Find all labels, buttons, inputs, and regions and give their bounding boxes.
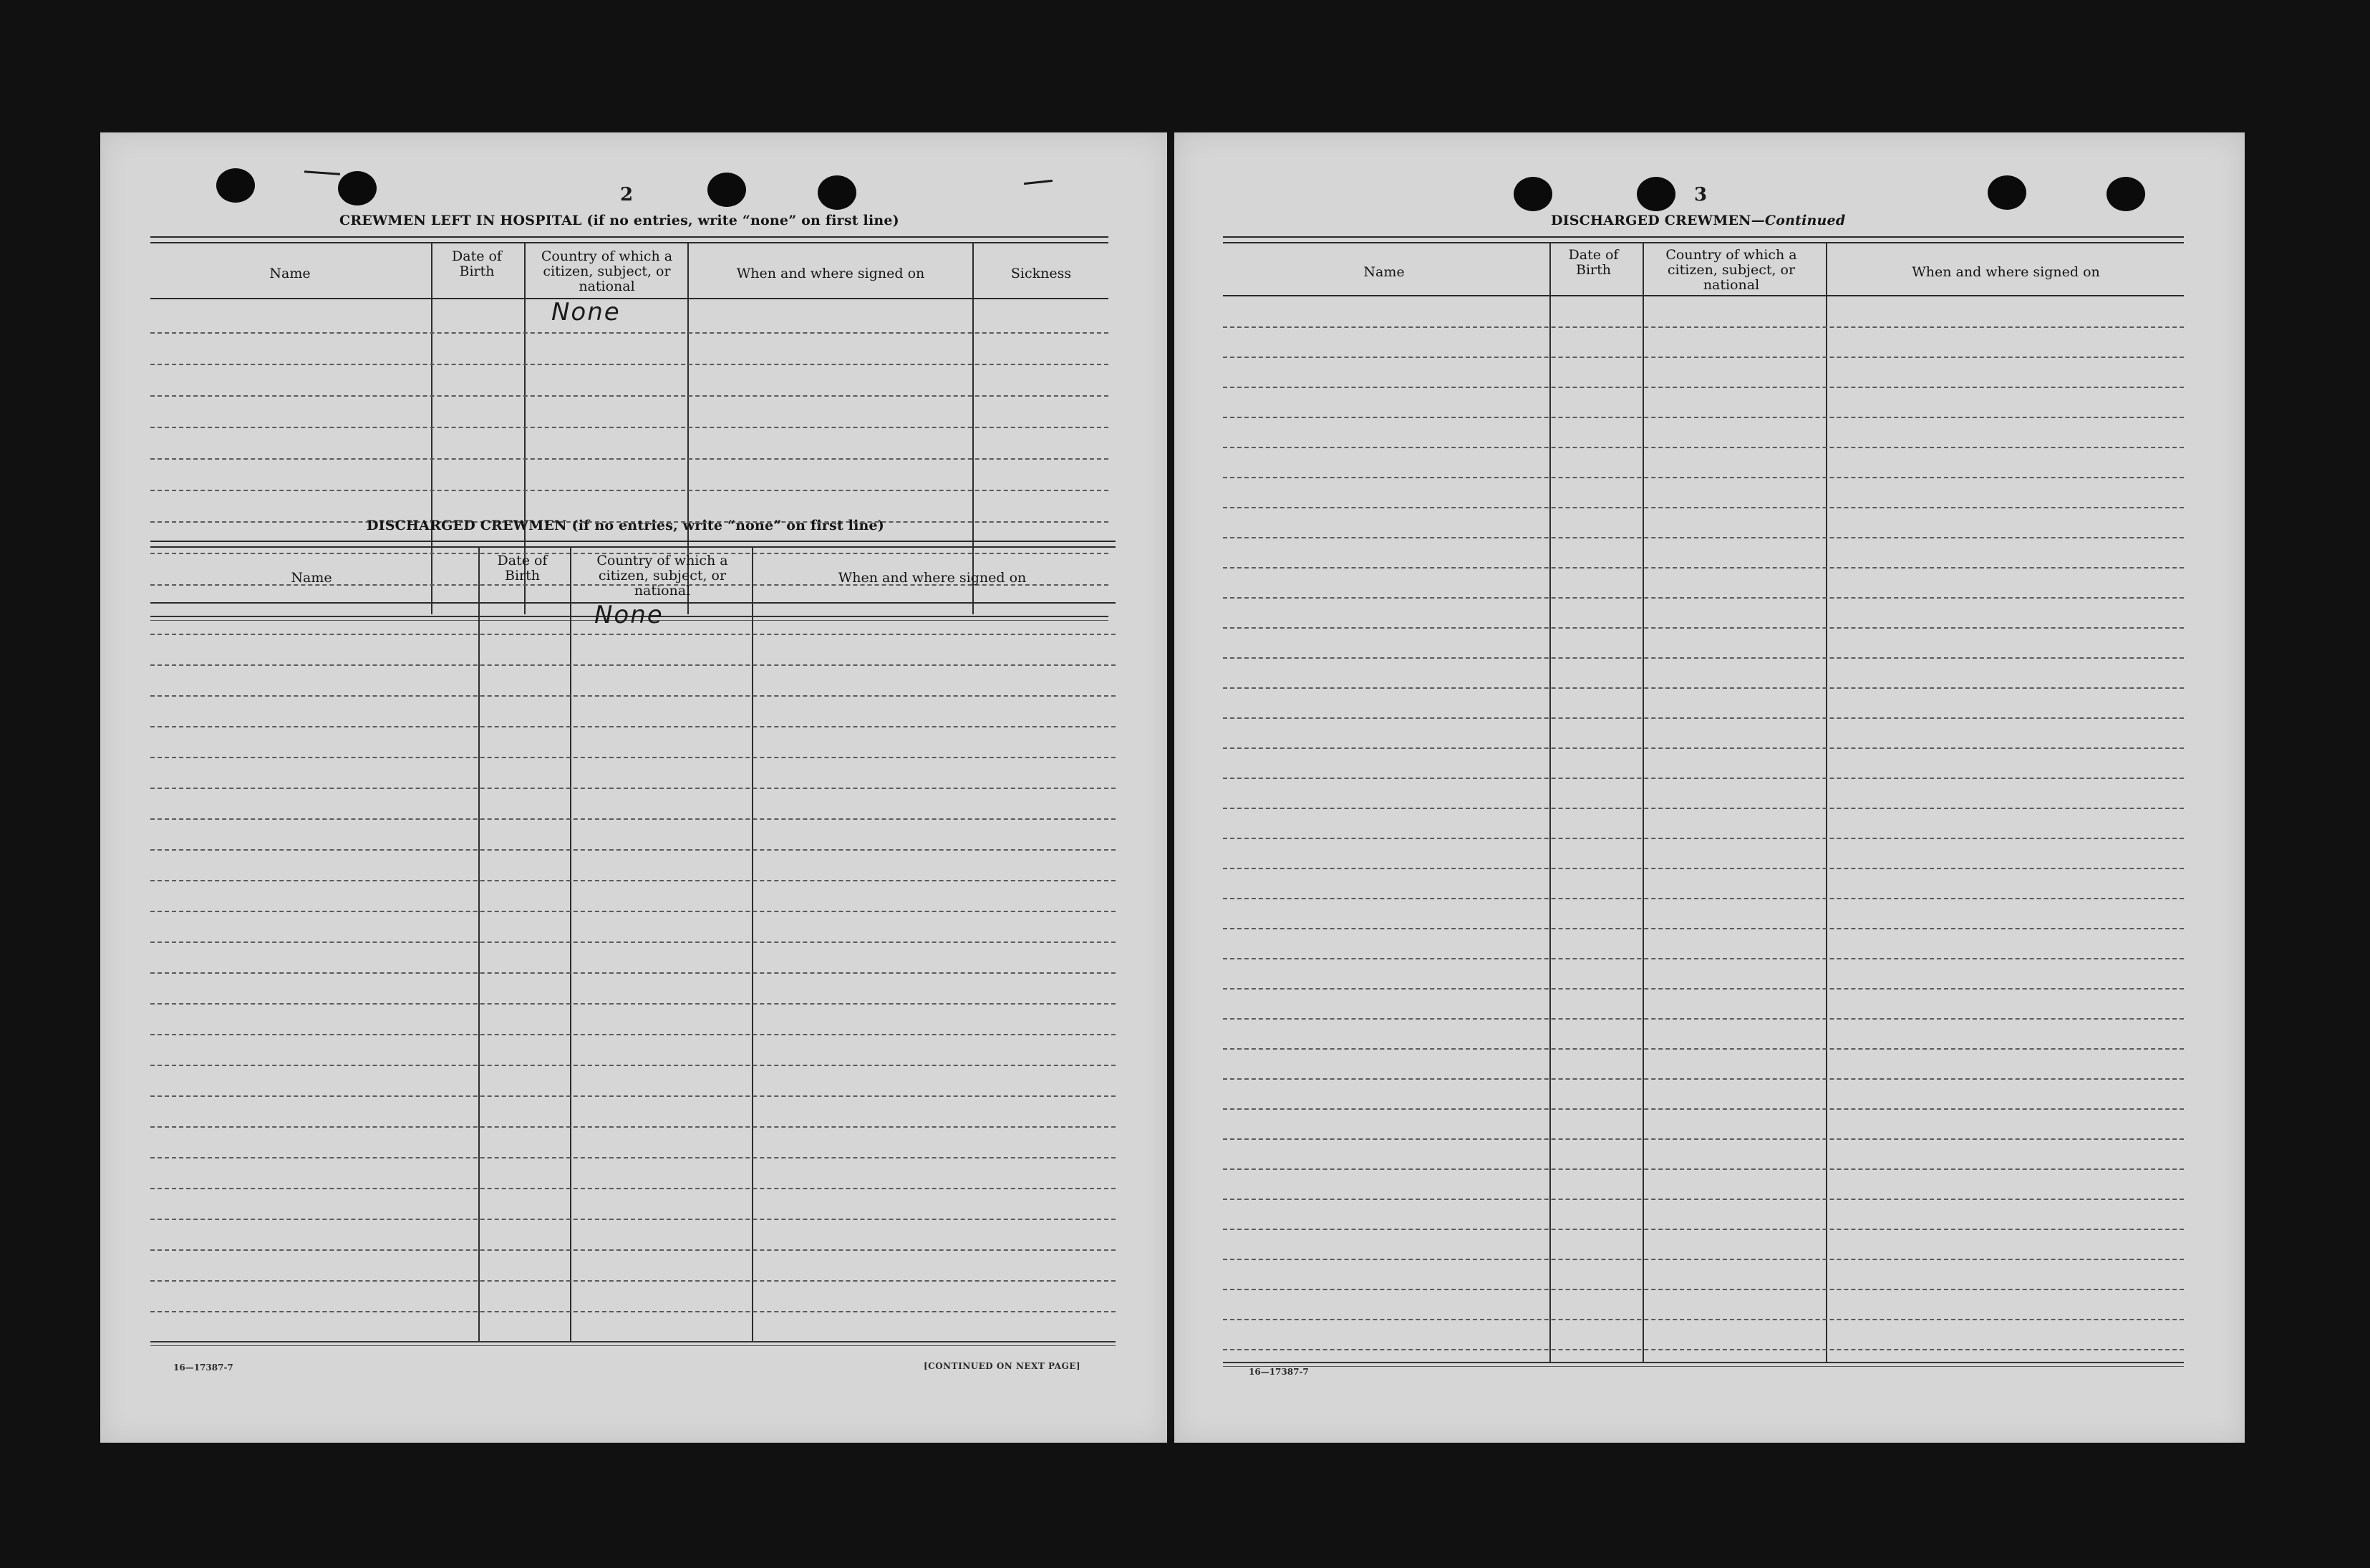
right-page [1174,132,2245,1443]
table-row [150,880,1116,881]
column-header-name: Name [291,570,332,586]
table-row [1223,1319,2184,1320]
table-row [150,1065,1116,1066]
table-row [150,634,1116,635]
column-divider [1826,242,1827,1363]
section-title-hospital [339,213,899,228]
pencil-mark [1024,180,1053,185]
punch-hole-icon [1637,177,1675,211]
column-divider [1643,242,1644,1363]
table-row [150,664,1116,666]
table-row [1223,447,2184,448]
table-row [150,427,1108,428]
table-row [1223,778,2184,779]
table-row [150,490,1108,491]
handwritten-entry: None [551,298,621,326]
pencil-mark [304,170,340,175]
table-row [1223,1289,2184,1290]
table-row [150,757,1116,758]
column-header-date-of-birth: Date of Birth [452,248,502,279]
table-row [1223,808,2184,809]
section-title-bold: DISCHARGED CREWMEN [367,518,567,533]
punch-hole-icon [818,175,856,210]
table-row [1223,326,2184,328]
table-row [1223,1349,2184,1350]
continued-note: [CONTINUED ON NEXT PAGE] [924,1361,1081,1371]
section-title-note: (if no entries, write “none” on first line) [566,518,884,533]
table-row [1223,1199,2184,1200]
punch-hole-icon [1988,175,2026,210]
table-top-rule [150,236,1108,243]
table-row [150,332,1108,334]
table-row [150,972,1116,974]
table-row [150,695,1116,697]
table-row [1223,1229,2184,1230]
table-row [1223,1108,2184,1110]
punch-hole-icon [216,168,255,203]
table-row [150,1311,1116,1312]
column-header-sickness: Sickness [1010,266,1072,281]
table-row [1223,928,2184,929]
punch-hole-icon [1514,177,1552,211]
table-row [1223,1078,2184,1080]
table-row [150,849,1116,851]
table-row [1223,988,2184,989]
table-row [1223,838,2184,839]
table-row [1223,417,2184,418]
discharged-table-right [1223,236,2184,1368]
table-row [1223,717,2184,719]
table-row [1223,507,2184,508]
table-row [150,1034,1116,1035]
table-bottom-rule [150,1341,1116,1346]
table-row [150,911,1116,912]
section-title-discharged-continued [1551,213,1845,228]
left-page [100,132,1167,1443]
table-row [150,1095,1116,1097]
table-row [1223,357,2184,358]
table-row [150,1249,1116,1251]
table-row [1223,1259,2184,1260]
table-row [150,364,1108,365]
table-row [150,942,1116,943]
table-row [150,1003,1116,1005]
table-row [1223,387,2184,388]
column-header-name: Name [269,266,311,281]
punch-hole-icon [2107,177,2145,211]
table-row [1223,1018,2184,1020]
table-top-rule [1223,236,2184,243]
table-row [150,395,1108,397]
column-header-name: Name [1363,264,1405,280]
table-row [150,726,1116,727]
column-header-signed-on: When and where signed on [736,266,925,281]
column-header-country: Country of which a citizen, subject, or national [596,553,728,599]
table-top-rule [150,541,1116,548]
column-header-signed-on: When and where signed on [1912,264,2100,280]
table-row [1223,898,2184,899]
page-number: 2 [620,184,634,205]
header-rule [150,298,1108,299]
discharged-table-left [150,541,1116,1353]
table-row [1223,627,2184,629]
form-code: 16—17387-7 [173,1363,233,1373]
table-row [150,1280,1116,1282]
punch-hole-icon [707,173,746,207]
punch-hole-icon [338,171,377,205]
table-row [1223,1138,2184,1140]
section-title-bold: CREWMEN LEFT IN HOSPITAL [339,213,582,228]
table-row [150,458,1108,460]
header-rule [1223,295,2184,296]
table-row [150,1157,1116,1158]
table-row [1223,687,2184,689]
column-header-date-of-birth: Date of Birth [497,553,548,584]
table-row [1223,567,2184,568]
table-bottom-rule [1223,1362,2184,1367]
table-row [1223,1168,2184,1170]
table-row [1223,657,2184,659]
column-header-date-of-birth: Date of Birth [1568,247,1619,278]
table-row [1223,597,2184,599]
section-title-note: (if no entries, write “none” on first line) [581,213,899,228]
column-header-country: Country of which a citizen, subject, or national [1665,247,1797,293]
table-row [1223,747,2184,749]
section-title-bold: DISCHARGED CREWMEN [1551,213,1751,228]
column-divider [1549,242,1551,1363]
section-title-discharged [367,518,884,533]
table-row [150,1219,1116,1220]
column-header-signed-on: When and where signed on [838,570,1027,586]
table-row [150,1126,1116,1128]
table-row [1223,958,2184,959]
table-row [1223,868,2184,869]
table-row [1223,537,2184,538]
table-row [150,788,1116,789]
handwritten-entry: None [594,601,664,629]
table-row [150,1188,1116,1189]
table-row [1223,477,2184,478]
column-header-country: Country of which a citizen, subject, or national [541,248,673,294]
table-row [150,818,1116,820]
section-title-continued: —Continued [1751,213,1846,228]
page-number: 3 [1694,184,1708,205]
form-code: 16—17387-7 [1249,1367,1309,1377]
table-row [1223,1048,2184,1050]
